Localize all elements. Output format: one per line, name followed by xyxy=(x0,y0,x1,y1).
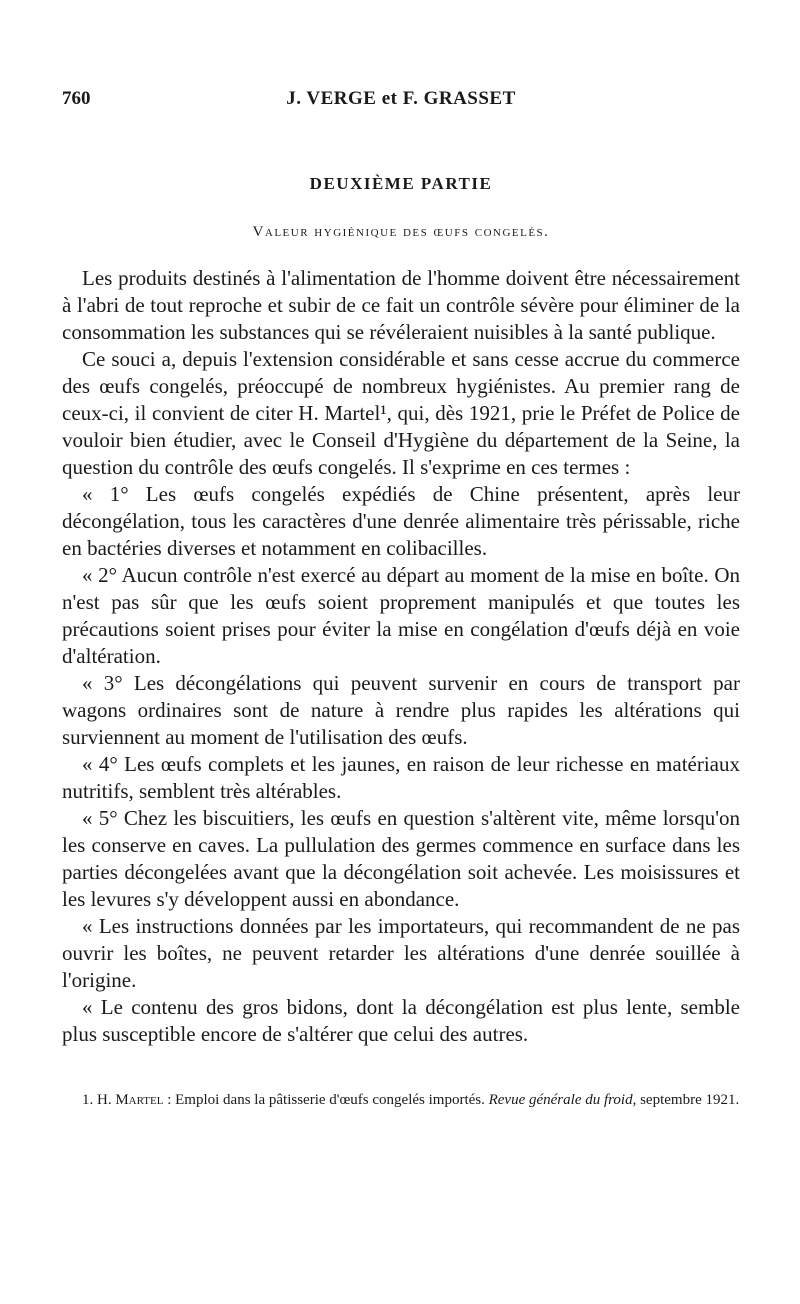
footnote-text: : Emploi dans la pâtisserie d'œufs congelés importés. xyxy=(163,1092,489,1108)
footnote-author: Martel xyxy=(115,1092,164,1108)
paragraph-martel: Ce souci a, depuis l'extension considérable et sans cesse accrue du commerce des œufs congelés, préoccupé de nombreux hygiénistes. Au premier rang de ceux-ci, il convient de citer H. Martel¹, qui, dès 1921, prie le Préfet de Police de vouloir bien étudier, avec le Conseil d'Hygiène du département de la Seine, la question du contrôle des œufs congelés. Il s'exprime en ces termes : xyxy=(62,347,740,479)
paragraph-quote-1: « 1° Les œufs congelés expédiés de Chine présentent, après leur décongélation, tous les caractères d'une denrée alimentaire très périssable, riche en bactéries diverses et notamment en colibacilles. xyxy=(62,482,740,560)
paragraph-quote-2: « 2° Aucun contrôle n'est exercé au départ au moment de la mise en boîte. On n'est pas sûr que les œufs soient proprement manipulés et que toutes les précautions soient prises pour éviter la mise en congélation d'œufs déjà en voie d'altération. xyxy=(62,563,740,668)
page-header xyxy=(62,88,740,124)
body-text xyxy=(62,265,740,1048)
paragraph-quote-4: « 4° Les œufs complets et les jaunes, en raison de leur richesse en matériaux nutritifs, semblent très altérables. xyxy=(62,752,740,803)
page-number: 760 xyxy=(62,88,91,109)
footnote-date: , septembre 1921. xyxy=(632,1092,740,1108)
paragraph-quote-5: « 5° Chez les biscuitiers, les œufs en question s'altèrent vite, même lorsqu'on les conserve en caves. La pullulation des germes commence en surface dans les parties décongelées avant que la décongélation soit achevée. Les moisissures et les levures s'y développent aussi en abondance. xyxy=(62,806,740,911)
footnote-journal: Revue générale du froid xyxy=(488,1092,633,1108)
running-head: J. VERGE et F. GRASSET xyxy=(286,88,516,109)
page xyxy=(62,88,740,1110)
paragraph-quote-bidons: « Le contenu des gros bidons, dont la décongélation est plus lente, semble plus susceptible encore de s'altérer que celui des autres. xyxy=(62,995,740,1046)
paragraph-quote-instructions: « Les instructions données par les importateurs, qui recommandent de ne pas ouvrir les boîtes, ne peuvent retarder les altérations d'une denrée souillée à l'origine. xyxy=(62,914,740,992)
footnote-marker: 1. H. xyxy=(82,1092,116,1108)
paragraph-quote-3: « 3° Les décongélations qui peuvent survenir en cours de transport par wagons ordinaires sont de nature à rendre plus rapides les altérations qui surviennent au moment de l'utilisation des œufs. xyxy=(62,671,740,749)
paragraph-intro: Les produits destinés à l'alimentation de l'homme doivent être nécessairement à l'abri de tout reproche et subir de ce fait un contrôle sévère pour éliminer de la consommation les substances qui se révéleraient nuisibles à la santé publique. xyxy=(62,266,740,344)
footnote xyxy=(62,1090,740,1110)
part-title: DEUXIÈME PARTIE xyxy=(309,174,493,193)
section-title: Valeur hygiénique des œufs congelés. xyxy=(252,224,550,240)
